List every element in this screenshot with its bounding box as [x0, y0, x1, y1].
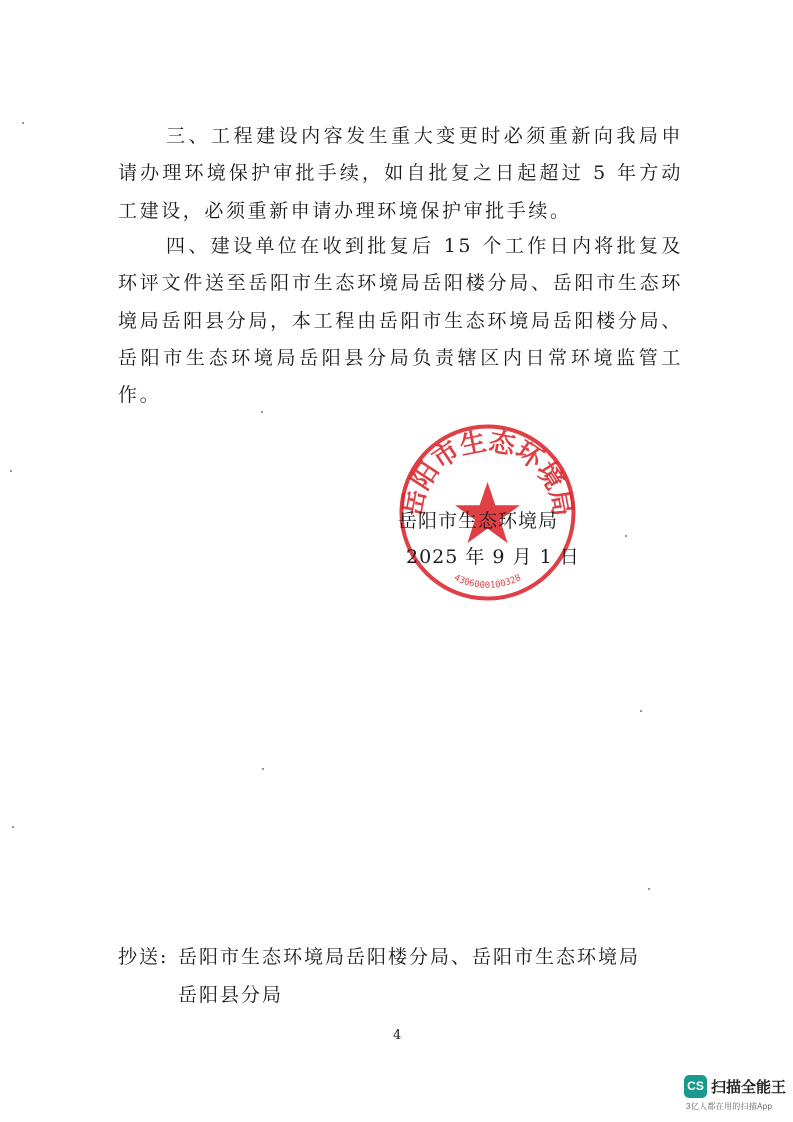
scan-speck	[625, 535, 627, 537]
signature-organization: 岳阳市生态环境局	[398, 510, 559, 532]
scanner-tagline: 3亿人都在用的扫描App	[686, 1102, 773, 1111]
cc-label: 抄送:	[118, 946, 169, 968]
scanner-logo-icon: CS	[684, 1075, 707, 1098]
scan-speck	[648, 888, 650, 890]
cc-recipients-line-1: 岳阳市生态环境局岳阳楼分局、岳阳市生态环境局	[178, 946, 641, 968]
seal-code: 4306000100328	[452, 573, 523, 591]
cc-recipients-line-2: 岳阳县分局	[178, 984, 284, 1006]
scanner-app-name: 扫描全能王	[711, 1079, 787, 1096]
page-number: 4	[393, 1028, 402, 1043]
paragraph-4: 四、建设单位在收到批复后 15 个工作日内将批复及环评文件送至岳阳市生态环境局岳阳楼分局、岳阳市生态环境局岳阳县分局，本工程由岳阳市生态环境局岳阳楼分局、岳阳市生态环境局岳阳县分局负责辖区内日常环境监管工作。	[118, 235, 683, 407]
scan-speck	[640, 710, 642, 712]
scan-speck	[261, 411, 263, 413]
signature-date: 2025 年 9 月 1 日	[406, 546, 580, 568]
scan-speck	[22, 122, 24, 124]
paragraph-3: 三、工程建设内容发生重大变更时必须重新向我局申请办理环境保护审批手续，如自批复之日起超过 5 年方动工建设，必须重新申请办理环境保护审批手续。	[118, 125, 683, 222]
scan-speck	[12, 826, 14, 828]
seal-text: 岳阳市生态环境局	[397, 426, 578, 519]
scan-speck	[262, 768, 264, 770]
scanner-watermark	[684, 1073, 787, 1115]
scan-speck	[10, 470, 12, 472]
